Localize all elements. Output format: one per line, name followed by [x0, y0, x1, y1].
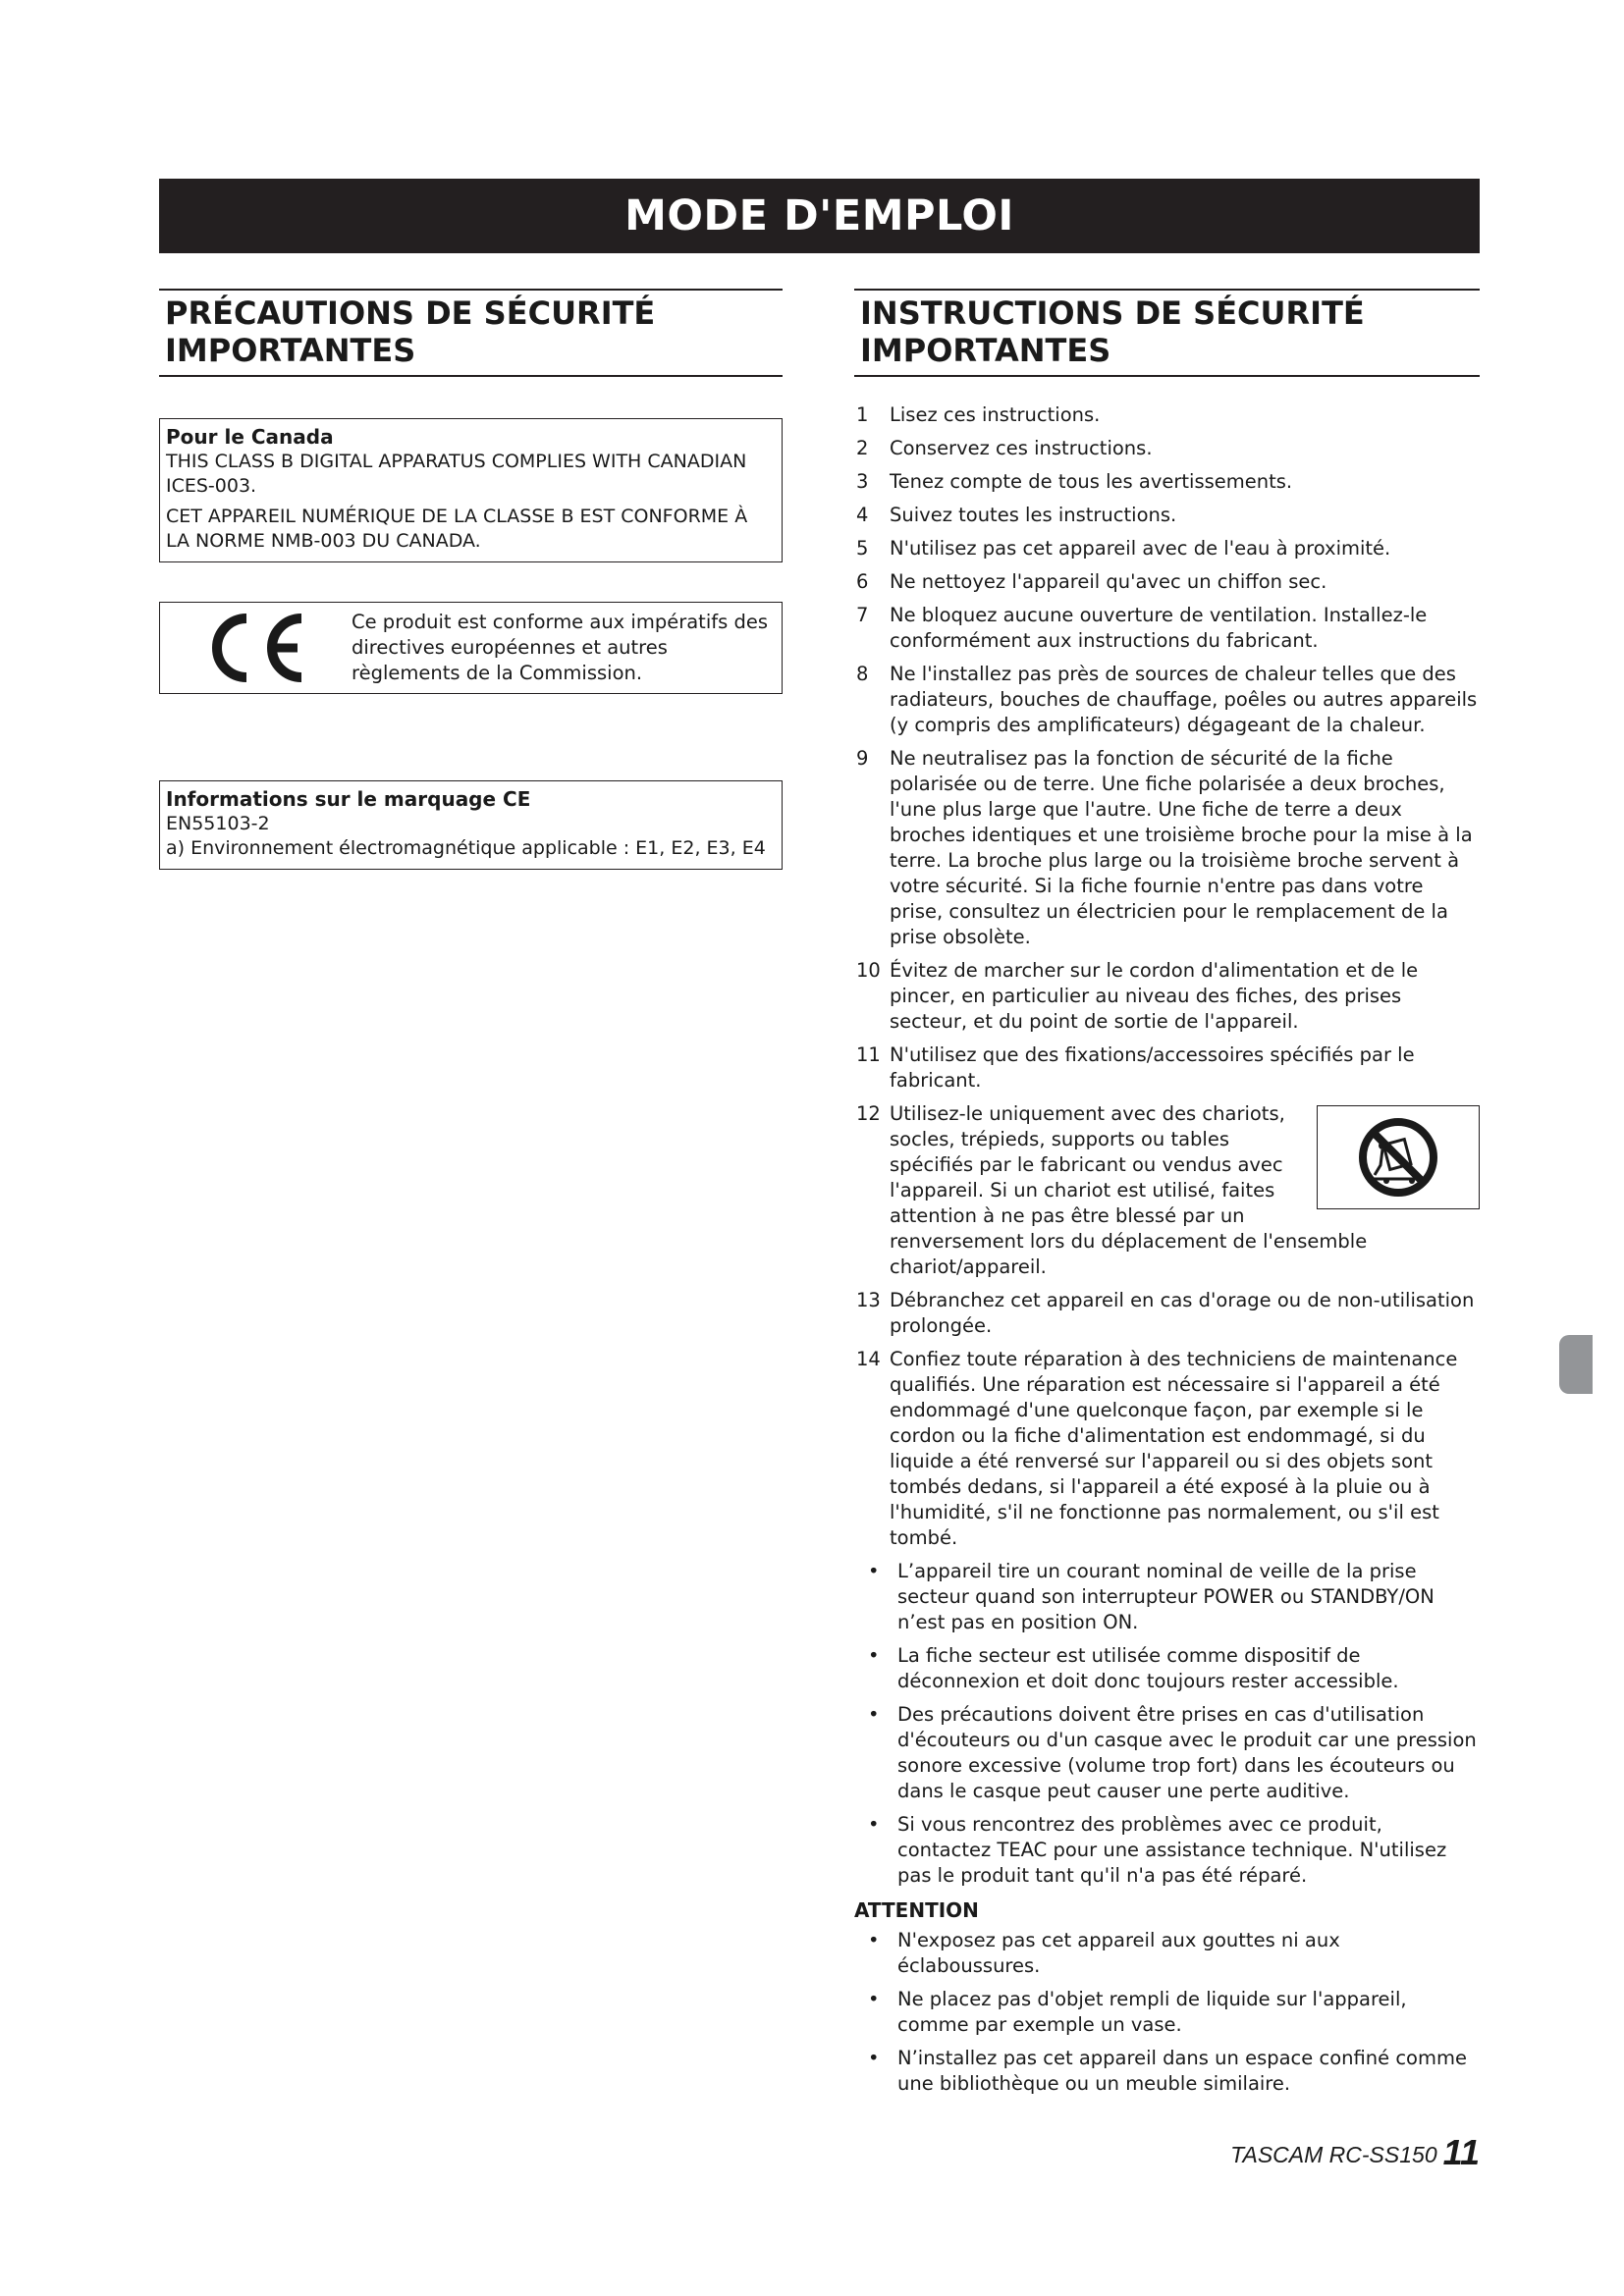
item-text: N'utilisez pas cet appareil avec de l'eau à proximité.: [890, 537, 1391, 560]
item-text: Conservez ces instructions.: [890, 437, 1153, 459]
instruction-item: [854, 1042, 1480, 1094]
instruction-item: [854, 958, 1480, 1035]
instruction-item: [854, 662, 1480, 738]
bullet-icon: •: [868, 1644, 880, 1667]
item-text: Débranchez cet appareil en cas d'orage ou de non-utilisation prolongée.: [890, 1289, 1475, 1337]
item-number: 14: [856, 1348, 881, 1370]
bullet-icon: •: [868, 1703, 880, 1726]
attention-bullet-list: [854, 1928, 1480, 2097]
item-number: 10: [856, 959, 881, 982]
bullet-text: La fiche secteur est utilisée comme dispositif de déconnexion et doit donc toujours rester accessible.: [897, 1644, 1399, 1692]
page-banner: MODE D'EMPLOI: [159, 179, 1480, 253]
bullet-icon: •: [868, 2047, 880, 2069]
item-number: 11: [856, 1043, 881, 1066]
item-text: Ne nettoyez l'appareil qu'avec un chiffon sec.: [890, 570, 1327, 593]
instruction-item: [854, 1347, 1480, 1551]
right-section-heading: [854, 289, 1480, 377]
bullet-text: L’appareil tire un courant nominal de veille de la prise secteur quand son interrupteur POWER ou STANDBY/ON n’est pas en position ON.: [897, 1560, 1435, 1633]
item-text: N'utilisez que des fixations/accessoires spécifiés par le fabricant.: [890, 1043, 1415, 1092]
bullet-text: Ne placez pas d'objet rempli de liquide sur l'appareil, comme par exemple un vase.: [897, 1988, 1407, 2036]
footer-model: TASCAM RC-SS150: [1230, 2142, 1437, 2167]
bullet-item: [854, 2046, 1480, 2097]
attention-heading: ATTENTION: [854, 1898, 979, 1922]
item-number: 9: [856, 747, 869, 770]
canada-notice-box: [159, 418, 783, 562]
ce-conformity-text: Ce produit est conforme aux impératifs des directives européennes et autres règlements de la Commission.: [352, 611, 769, 684]
instruction-item: [854, 746, 1480, 950]
item-number: 8: [856, 663, 869, 685]
item-number: 7: [856, 604, 869, 626]
right-heading-line1: INSTRUCTIONS DE SÉCURITÉ: [860, 294, 1365, 332]
left-column: [159, 289, 783, 870]
instruction-item: [854, 436, 1480, 461]
item-text: Suivez toutes les instructions.: [890, 504, 1177, 526]
chapter-side-tab: [1559, 1335, 1593, 1394]
bullet-text: N’installez pas cet appareil dans un espace confiné comme une bibliothèque ou un meuble similaire.: [897, 2047, 1467, 2095]
item-text: Évitez de marcher sur le cordon d'alimentation et de le pincer, en particulier au niveau des fiches, des prises secteur, et du point de sortie de l'appareil.: [890, 959, 1419, 1033]
left-section-heading: [159, 289, 783, 377]
item-text: Tenez compte de tous les avertissements.: [890, 470, 1293, 493]
bullet-item: [854, 1812, 1480, 1889]
instruction-item: [854, 469, 1480, 495]
item-text: Ne bloquez aucune ouverture de ventilation. Installez-le conformément aux instructions du fabricant.: [890, 604, 1428, 652]
left-heading-line1: PRÉCAUTIONS DE SÉCURITÉ: [165, 294, 656, 332]
right-heading-line2: IMPORTANTES: [860, 332, 1111, 369]
ce-marking-environment: a) Environnement électromagnétique applicable : E1, E2, E3, E4: [166, 837, 766, 859]
item-text: Ne neutralisez pas la fonction de sécurité de la fiche polarisée ou de terre. Une fiche polarisée a deux broches, l'une plus large que l'autre. Une fiche de terre a deux broches identiques et une troisième broche pour la mise à la terre. La broche plus large ou la troisième broche servent à votre sécurité. Si la fiche fournie n'entre pas dans votre prise, consultez un électricien pour le remplacement de la prise obsolète.: [890, 747, 1473, 948]
instruction-item: [854, 1288, 1480, 1339]
bullet-text: Si vous rencontrez des problèmes avec ce produit, contactez TEAC pour une assistance technique. N'utilisez pas le produit tant qu'il n'a pas été réparé.: [897, 1813, 1447, 1887]
bullet-item: [854, 1702, 1480, 1804]
instruction-item: [854, 536, 1480, 561]
item-text: Confiez toute réparation à des techniciens de maintenance qualifiés. Une réparation est nécessaire si l'appareil a été endommagé d'une quelconque façon, par exemple si le cordon ou la fiche d'alimentation est endommagé, si du liquide a été renversé sur l'appareil ou si des objets sont tombés dedans, si l'appareil a été exposé à la pluie ou à l'humidité, s'il ne fonctionne pas normalement, ou s'il est tombé.: [890, 1348, 1458, 1549]
item-number: 12: [856, 1102, 881, 1125]
bullet-icon: •: [868, 1988, 880, 2010]
bullet-text: Des précautions doivent être prises en cas d'utilisation d'écouteurs ou d'un casque avec le produit car une pression sonore excessive (volume trop fort) dans les écouteurs ou dans le casque peut causer une perte auditive.: [897, 1703, 1477, 1802]
bullet-icon: •: [868, 1560, 880, 1582]
bullet-item: [854, 1928, 1480, 1979]
bullet-icon: •: [868, 1929, 880, 1951]
instruction-item: [854, 603, 1480, 654]
canada-french-text: CET APPAREIL NUMÉRIQUE DE LA CLASSE B EST CONFORME À LA NORME NMB-003 DU CANADA.: [166, 506, 748, 552]
canada-english-text: THIS CLASS B DIGITAL APPARATUS COMPLIES WITH CANADIAN ICES-003.: [166, 451, 747, 497]
item-text: Utilisez-le uniquement avec des chariots, socles, trépieds, supports ou tables spécifiés par le fabricant ou vendus avec l'appareil. Si un chariot est utilisé, faites attention à ne pas être blessé par un renversement lors du déplacement de l'ensemble chariot/appareil.: [890, 1102, 1368, 1278]
instruction-item: [854, 569, 1480, 595]
ce-conformity-box: [159, 602, 783, 694]
bullet-text: N'exposez pas cet appareil aux gouttes ni aux éclaboussures.: [897, 1929, 1340, 1977]
instruction-item: [854, 402, 1480, 428]
bullet-item: [854, 1987, 1480, 2038]
instruction-item: [854, 1101, 1480, 1280]
item-number: 6: [856, 570, 869, 593]
bullet-item: [854, 1559, 1480, 1635]
item-number: 1: [856, 403, 869, 426]
item-text: Lisez ces instructions.: [890, 403, 1101, 426]
cart-warning-icon: [1317, 1105, 1480, 1209]
item-number: 3: [856, 470, 869, 493]
safety-bullet-list: [854, 1559, 1480, 1889]
right-column: [854, 289, 1480, 2105]
bullet-item: [854, 1643, 1480, 1694]
ce-mark-icon: [160, 603, 352, 693]
page-footer: [1230, 2132, 1480, 2173]
item-number: 2: [856, 437, 869, 459]
canada-title: Pour le Canada: [166, 425, 334, 449]
instruction-list: [854, 402, 1480, 1551]
left-heading-line2: IMPORTANTES: [165, 332, 416, 369]
item-text: Ne l'installez pas près de sources de chaleur telles que des radiateurs, bouches de chauffage, poêles ou autres appareils (y compris des amplificateurs) dégageant de la chaleur.: [890, 663, 1478, 736]
instruction-item: [854, 503, 1480, 528]
item-number: 5: [856, 537, 869, 560]
item-number: 13: [856, 1289, 881, 1311]
ce-marking-title: Informations sur le marquage CE: [166, 787, 531, 811]
item-number: 4: [856, 504, 869, 526]
ce-marking-info-box: [159, 780, 783, 870]
page-number: 11: [1442, 2132, 1480, 2172]
bullet-icon: •: [868, 1813, 880, 1836]
ce-marking-standard: EN55103-2: [166, 813, 270, 834]
